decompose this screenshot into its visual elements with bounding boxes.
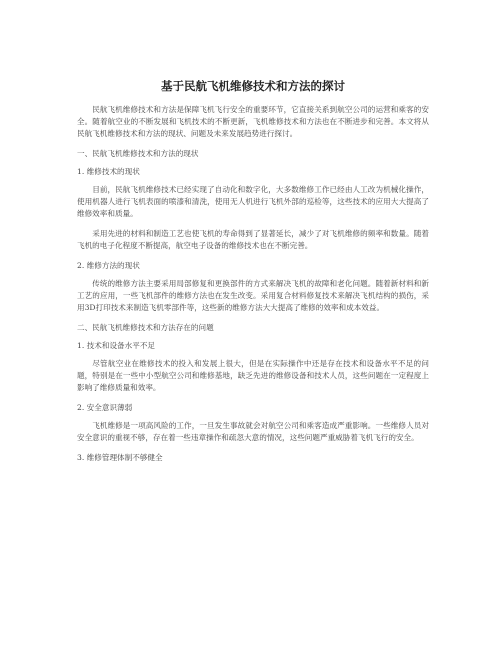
document-content [77,78,429,470]
section-2-1-paragraph-1: 尽管航空业在维修技术的投入和发展上很大，但是在实际操作中还是存在技术和设备水平不足的问题，特别是在一些中小型航空公司和维修基地，缺乏先进的维修设备和技术人员，这些问题在一定程度上影响了维修质量和效率。 [77,359,429,392]
section-1-2-paragraph-1: 传统的维修方法主要采用局部修复和更换部件的方式来解决飞机的故障和老化问题。随着新材料和新工艺的应用，一些飞机部件的维修方法也在发生改变。采用复合材料修复技术来解决飞机结构的损伤，采用3D打印技术来制造飞机零部件等，这些新的维修方法大大提高了维修的效率和成本效益。 [77,279,429,312]
section-2-2-heading: 2. 安全意识薄弱 [77,403,133,412]
section-1-1-heading: 1. 维修技术的现状 [77,167,140,176]
section-2-3-heading: 3. 维修管理体制不够健全 [77,453,163,462]
section-2-2-paragraph-1: 飞机维修是一项高风险的工作，一旦发生事故就会对航空公司和乘客造成严重影响。一些维修人员对安全意识的重视不够，存在着一些违章操作和疏忽大意的情况，这些问题严重威胁着飞机飞行的安全。 [77,421,429,442]
section-2-heading: 二、民航飞机维修技术和方法存在的问题 [77,323,214,332]
section-2-1-heading: 1. 技术和设备水平不足 [77,341,156,350]
document-title: 基于民航飞机维修技术和方法的探讨 [161,79,345,93]
section-1-1-paragraph-2: 采用先进的材料和制造工艺也使飞机的寿命得到了显著延长，减少了对飞机维修的频率和数量。随着飞机的电子化程度不断提高，航空电子设备的维修技术也在不断完善。 [77,229,429,250]
section-1-1-paragraph-1: 目前，民航飞机维修技术已经实现了自动化和数字化，大多数维修工作已经由人工改为机械化操作，使用机器人进行飞机表面的喷漆和清洗，使用无人机进行飞机外部的巡检等，这些技术的应用大大提高了维修效率和质量。 [77,185,429,218]
intro-paragraph: 民航飞机维修技术和方法是保障飞机飞行安全的重要环节，它直接关系到航空公司的运营和乘客的安全。随着航空业的不断发展和飞机技术的不断更新，飞机维修技术和方法也在不断进步和完善。本文将从民航飞机维修技术和方法的现状、问题及未来发展趋势进行探讨。 [77,105,429,138]
section-1-2-heading: 2. 维修方法的现状 [77,261,140,270]
section-1-heading: 一、民航飞机维修技术和方法的现状 [77,149,199,158]
